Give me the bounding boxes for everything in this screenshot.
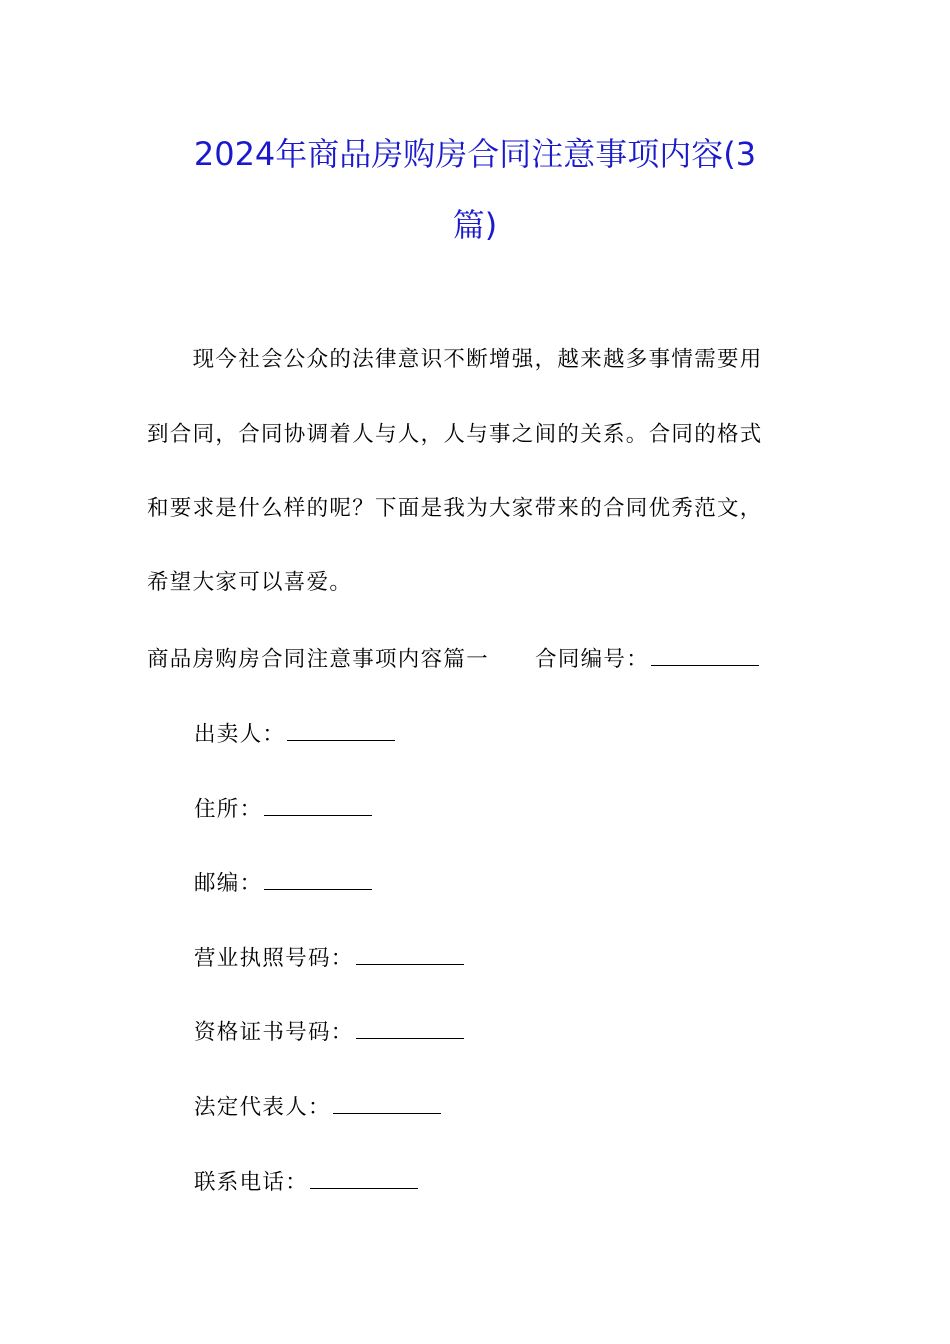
business-license-field: [194, 942, 464, 974]
postcode-label: 邮编：: [194, 871, 263, 896]
postcode-field: [194, 867, 372, 899]
document-title-line-2: 篇): [452, 206, 498, 244]
contract-number-label: 合同编号：: [535, 647, 650, 672]
legal-representative-label: 法定代表人：: [194, 1095, 331, 1120]
section-heading: 商品房购房合同注意事项内容篇一: [147, 647, 490, 672]
seller-blank: [287, 718, 395, 741]
phone-field: [194, 1166, 418, 1198]
intro-paragraph-line: 到合同，合同协调着人与人，人与事之间的关系。合同的格式: [147, 422, 763, 447]
intro-paragraph-line: 现今社会公众的法律意识不断增强，越来越多事情需要用: [147, 347, 763, 372]
qualification-cert-label: 资格证书号码：: [194, 1020, 354, 1045]
phone-label: 联系电话：: [194, 1170, 309, 1195]
contract-number-blank: [651, 643, 759, 666]
business-license-blank: [356, 942, 464, 965]
legal-representative-field: [194, 1091, 441, 1123]
qualification-cert-field: [194, 1016, 464, 1048]
business-license-label: 营业执照号码：: [194, 946, 354, 971]
seller-field: [194, 718, 395, 750]
address-label: 住所：: [194, 797, 263, 822]
postcode-blank: [264, 867, 372, 890]
document-title-line-1: 2024年商品房购房合同注意事项内容(3: [193, 135, 757, 173]
phone-blank: [310, 1166, 418, 1189]
intro-paragraph-line: 和要求是什么样的呢？下面是我为大家带来的合同优秀范文，: [147, 496, 763, 521]
section-heading-row: [147, 643, 759, 675]
intro-paragraph-line: 希望大家可以喜爱。: [147, 570, 353, 595]
seller-label: 出卖人：: [194, 722, 286, 747]
qualification-cert-blank: [356, 1016, 464, 1039]
address-blank: [264, 793, 372, 816]
legal-representative-blank: [333, 1091, 441, 1114]
address-field: [194, 793, 372, 825]
